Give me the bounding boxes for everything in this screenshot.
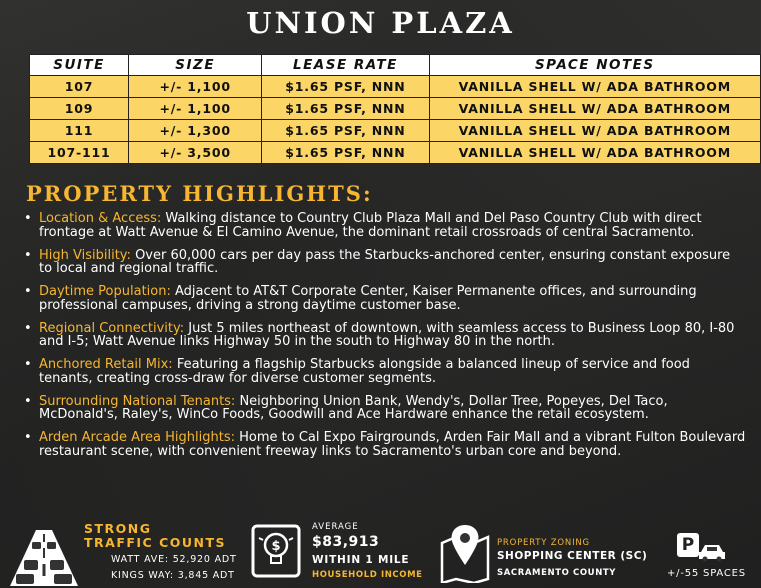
table-row	[30, 76, 761, 98]
table-row	[30, 142, 761, 164]
page-title: UNION PLAZA	[246, 6, 515, 40]
cell-space-notes: VANILLA SHELL W/ ADA BATHROOM	[429, 76, 760, 98]
highlight-item	[22, 431, 747, 458]
income-value: $83,913	[312, 534, 380, 550]
highlight-label: Anchored Retail Mix:	[39, 357, 173, 372]
bullet-icon: •	[24, 393, 32, 409]
cell-suite: 107	[30, 76, 129, 98]
table-header-row	[30, 55, 761, 76]
highlight-label: Surrounding National Tenants:	[39, 393, 236, 409]
highlight-text: Over 60,000 cars per day pass the Starbucks-anchored center, ensuring constant exposure to local and regional traffic.	[39, 247, 731, 276]
header-suite: SUITE	[30, 55, 129, 76]
traffic-watt: WATT AVE: 52,920 ADT	[111, 554, 237, 565]
cell-space-notes: VANILLA SHELL W/ ADA BATHROOM	[429, 142, 760, 164]
highlight-text: Home to Cal Expo Fairgrounds, Arden Fair Mall and a vibrant Fulton Boulevard restaurant scene, with convenient freeway links to Sacramento's urban core and beyond.	[39, 430, 746, 459]
highway-traffic-icon	[10, 530, 78, 586]
cell-size: +/- 1,100	[129, 76, 262, 98]
header-size: SIZE	[129, 55, 262, 76]
zoning-county: SACRAMENTO COUNTY	[497, 568, 617, 578]
cell-lease-rate: $1.65 PSF, NNN	[262, 76, 429, 98]
bullet-icon: •	[24, 211, 32, 226]
cell-space-notes: VANILLA SHELL W/ ADA BATHROOM	[429, 120, 760, 142]
cell-suite: 111	[30, 120, 129, 142]
map-pin-icon	[440, 523, 490, 583]
svg-text:$: $	[271, 539, 281, 554]
income-label-bottom: HOUSEHOLD INCOME	[312, 570, 423, 580]
highlight-item	[22, 285, 747, 312]
highlights-heading: PROPERTY HIGHLIGHTS:	[26, 181, 373, 206]
highlight-text: Neighboring Union Bank, Wendy's, Dollar Tree, Popeyes, Del Taco, McDonald's, Raley's, WinCo Foods, Goodwill and Ace Hardware enhance the retail ecosystem.	[39, 393, 668, 422]
zoning-label: PROPERTY ZONING	[497, 538, 590, 548]
bullet-icon: •	[24, 320, 32, 336]
cell-suite: 107-111	[30, 142, 129, 164]
highlights-list	[22, 212, 747, 468]
parking-letter: P	[681, 535, 695, 555]
highlight-text: Adjacent to AT&T Corporate Center, Kaiser Permanente offices, and surrounding professional campuses, driving a strong daytime customer base.	[39, 284, 697, 313]
cell-size: +/- 1,100	[129, 98, 262, 120]
cell-space-notes: VANILLA SHELL W/ ADA BATHROOM	[429, 98, 760, 120]
table-row	[30, 98, 761, 120]
parking-sign-icon	[677, 533, 699, 557]
highlight-item	[22, 395, 747, 422]
highlight-item	[22, 322, 747, 349]
bullet-icon: •	[24, 247, 32, 263]
income-label-top: AVERAGE	[312, 522, 359, 532]
lightbulb-dollar-icon	[251, 524, 301, 578]
cell-lease-rate: $1.65 PSF, NNN	[262, 120, 429, 142]
car-icon	[697, 542, 727, 562]
header-space-notes: SPACE NOTES	[429, 55, 760, 76]
cell-size: +/- 1,300	[129, 120, 262, 142]
highlight-label: Regional Connectivity:	[39, 320, 185, 336]
cell-suite: 109	[30, 98, 129, 120]
bullet-icon: •	[24, 284, 32, 299]
highlight-text: Featuring a flagship Starbucks alongside a balanced lineup of service and food tenants, creating cross-draw for diverse customer segments.	[39, 357, 690, 386]
header-lease-rate: LEASE RATE	[262, 55, 429, 76]
zoning-value: SHOPPING CENTER (SC)	[497, 550, 648, 562]
highlight-item	[22, 249, 747, 276]
highlight-label: High Visibility:	[39, 247, 131, 263]
bullet-icon: •	[24, 430, 32, 445]
cell-lease-rate: $1.65 PSF, NNN	[262, 98, 429, 120]
income-within: WITHIN 1 MILE	[312, 554, 410, 566]
highlight-label: Location & Access:	[39, 211, 162, 226]
highlight-label: Daytime Population:	[39, 284, 171, 299]
traffic-kings: KINGS WAY: 3,845 ADT	[111, 570, 235, 581]
highlight-text: Walking distance to Country Club Plaza Mall and Del Paso Country Club with direct frontage at Watt Avenue & El Camino Avenue, the dominant retail crossroads of central Sacramento.	[39, 211, 702, 240]
parking-spaces: +/-55 SPACES	[667, 568, 746, 579]
suite-table	[29, 54, 761, 164]
highlight-item	[22, 358, 747, 385]
highlight-label: Arden Arcade Area Highlights:	[39, 430, 235, 445]
highlight-item	[22, 212, 747, 239]
footer-stats	[0, 518, 761, 588]
traffic-label-line1: STRONG	[84, 521, 152, 536]
cell-size: +/- 3,500	[129, 142, 262, 164]
highlight-text: Just 5 miles northeast of downtown, with seamless access to Business Loop 80, I-80 and I-5; Watt Avenue links Highway 50 in the south to Highway 80 in the north.	[39, 320, 735, 349]
cell-lease-rate: $1.65 PSF, NNN	[262, 142, 429, 164]
bullet-icon: •	[24, 357, 32, 372]
table-row	[30, 120, 761, 142]
traffic-label-line2: TRAFFIC COUNTS	[84, 535, 227, 550]
